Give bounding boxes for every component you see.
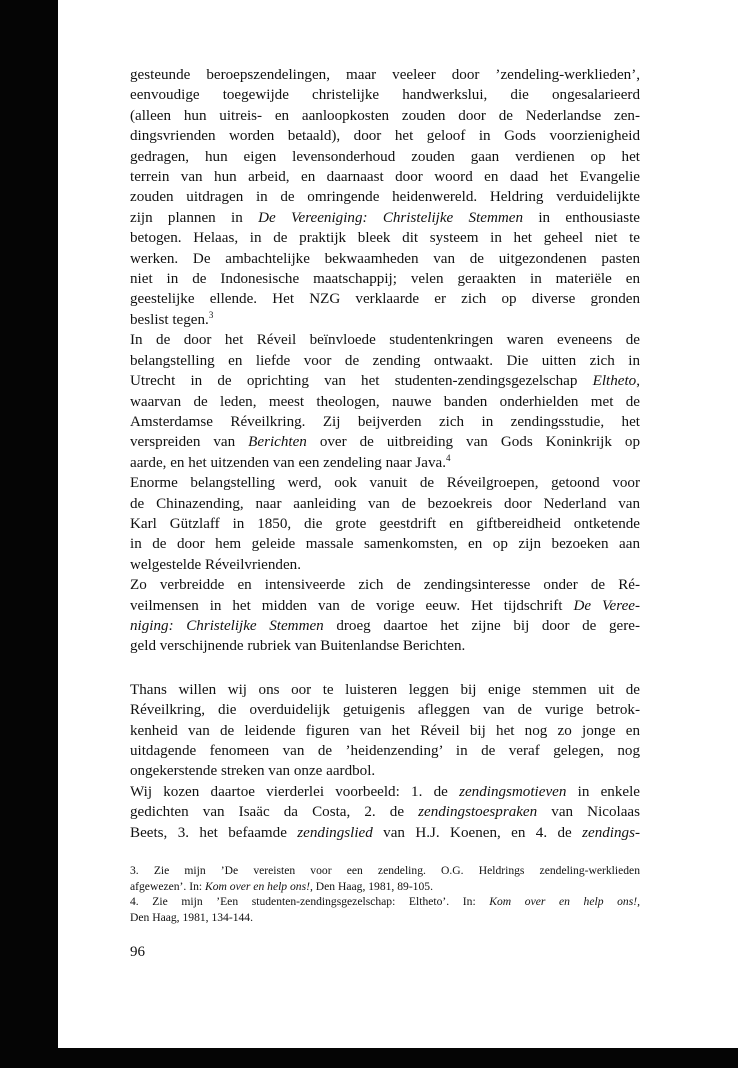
text-line-with-italic: veilmensen in het midden van de vorige eeuw. Het tijdschrift De Veree- [130, 597, 640, 614]
text-line: In de door het Réveil beïnvloede studentenkringen waren eveneens de [130, 332, 640, 349]
text-line-with-italic: Wij kozen daartoe vierderlei voorbeeld: 1. de zendingsmotieven in enkele [130, 783, 640, 800]
text-line: Enorme belangstelling werd, ook vanuit de Réveilgroepen, getoond voor [130, 475, 640, 492]
text-line: werken. De ambachtelijke bekwaamheden van de uitgezondenen pasten [130, 250, 640, 267]
text-line: Zo verbreidde en intensiveerde zich de zendingsinteresse onder de Ré- [130, 577, 640, 594]
text-line: terrein van hun arbeid, en daarnaast door woord en daad het Evangelie [130, 169, 640, 186]
text-line: Thans willen wij ons oor te luisteren leggen bij enige stemmen uit de [130, 681, 640, 698]
text-line-with-italic: Utrecht in de oprichting van het studenten-zendingsgezelschap Eltheto, [130, 373, 640, 390]
text-line: betogen. Helaas, in de praktijk bleek dit systeem in het geheel niet te [130, 230, 640, 247]
text-line: Réveilkring, die overduidelijk getuigenis afleggen van de vurige betrok- [130, 702, 640, 719]
scan-bottom-border [58, 1048, 738, 1068]
italic-term: zendingslied [297, 824, 373, 841]
italic-title: Berichten [248, 434, 307, 451]
footnote-4-cont: Den Haag, 1981, 134-144. [130, 910, 253, 924]
text-line: uitdagende fenomeen van de ’heidenzending’ in de veraf gelegen, nog [130, 743, 640, 759]
text-line: ongekerstende streken van onze aardbol. [130, 763, 376, 780]
italic-title: De Vereeniging: Christelijke Stemmen [258, 209, 524, 226]
text-line: Karl Gützlaff in 1850, die grote geestdrift en giftbereidheid ontketende [130, 515, 640, 532]
footnote-marker: 3 [208, 309, 214, 320]
text-line: (alleen hun uitreis- en aanloopkosten zouden door de Nederlandse zen- [130, 107, 640, 124]
text-line-with-italic: gedichten van Isaäc da Costa, 2. de zendingstoespraken van Nicolaas [130, 804, 640, 821]
text-line-with-note: aarde, en het uitzenden van een zendeling naar Java.$^4$ [130, 452, 451, 471]
text-line: in de door hem geleide massale samenkomsten, en op zijn bezoeken aan [130, 536, 640, 553]
text-line-with-italic: zijn plannen in De Vereeniging: Christelijke Stemmen in enthousiaste [130, 209, 640, 226]
text-line: waarvan de leden, meest theologen, nauwe banden onderhielden met de [130, 393, 640, 410]
text-line-with-italic: verspreiden van Berichten over de uitbreiding van Gods Koninkrijk op [130, 434, 640, 451]
text-line-with-italic: niging: Christelijke Stemmen droeg daartoe het zijne bij door de gere- [130, 617, 640, 634]
text-line: zouden uitdragen in de omringende heidenwereld. Heldring verduidelijkte [130, 189, 640, 206]
footnote-3-cont: afgewezen’. In: Kom over en help ons!, Den Haag, 1981, 89-105. [130, 879, 433, 893]
body-text [130, 65, 640, 843]
text-line: gesteunde beroepszendelingen, maar veeleer door ’zendeling-werklieden’, [130, 67, 640, 83]
italic-term: zendingstoespraken [418, 804, 538, 821]
text-line-with-italic: Beets, 3. het befaamde zendingslied van H.J. Koenen, en 4. de zendings- [130, 824, 640, 841]
section-gap [130, 657, 640, 680]
italic-term: zendingsmotieven [459, 783, 567, 800]
text-line: welgestelde Réveilvrienden. [130, 556, 301, 573]
italic-title: De Veree- [573, 597, 640, 614]
text-line: gedragen, hun eigen levensonderhoud zouden gaan verdienen op het [130, 148, 640, 165]
footnote-marker: 4 [445, 452, 451, 463]
footnote-book-title: Kom over en help ons!, [489, 895, 640, 908]
footnote-3: 3. Zie mijn ’De vereisten voor een zendeling. O.G. Heldrings zendeling-werklieden [130, 864, 640, 877]
text-line: niet in de Indonesische maatschappij; velen geraakten in materiële en [130, 271, 640, 288]
text-line: kenheid van de leidende figuren van het Réveil bij het nog zo jonge en [130, 722, 640, 739]
italic-title: Eltheto [592, 373, 637, 390]
italic-term: zendings- [582, 824, 640, 841]
text-line: dingsvrienden worden betaald), door het geloof in Gods voorzienigheid [130, 128, 640, 145]
scan-left-border [0, 0, 58, 1068]
page-number: 96 [130, 944, 145, 960]
text-line: Amsterdamse Réveilkring. Zij beijverden zich in zendingsstudie, het [130, 413, 640, 430]
text-line: belangstelling en liefde voor de zending ontwaakt. Die uitten zich in [130, 352, 640, 369]
text-line-with-note: beslist tegen.$^3$ [130, 309, 214, 328]
italic-title: niging: Christelijke Stemmen [130, 617, 324, 634]
text-line: geestelijke ellende. Het NZG verklaarde er zich op diverse gronden [130, 291, 640, 308]
footnote-book-title: Kom over en help ons!, [205, 879, 313, 893]
text-line: de Chinazending, naar aanleiding van de bezoekreis door Nederland van [130, 495, 640, 512]
text-line: geld verschijnende rubriek van Buitenlandse Berichten. [130, 638, 466, 655]
text-line: eenvoudige toegewijde christelijke handwerkslui, die ongesalarieerd [130, 87, 640, 104]
footnotes [130, 863, 640, 925]
footnote-4: 4. Zie mijn ’Een studenten-zendingsgezelschap: Eltheto’. In: Kom over en help ons!, [130, 895, 640, 908]
